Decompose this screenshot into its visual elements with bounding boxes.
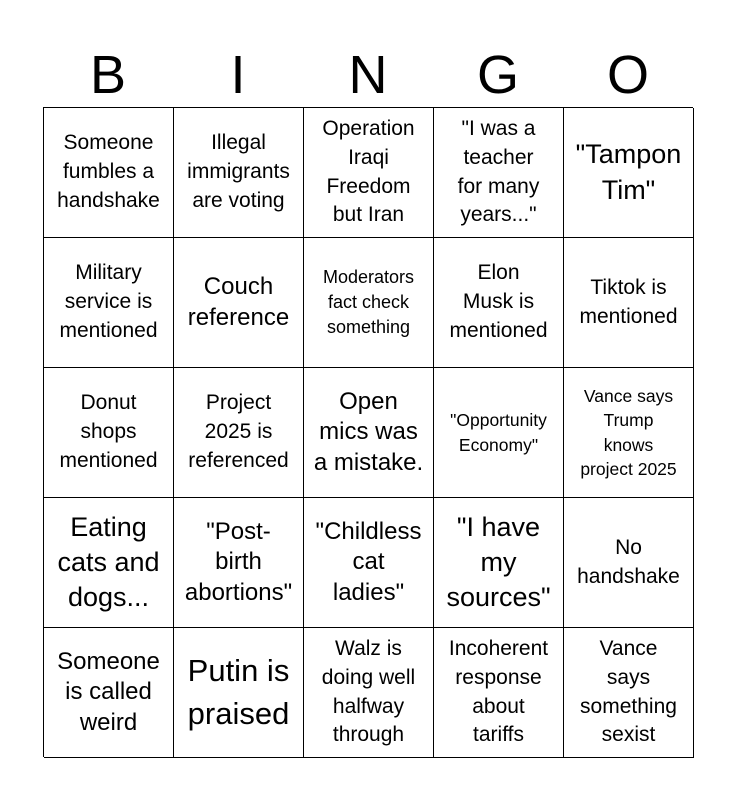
cell-text: Open mics was a mistake. — [313, 387, 424, 476]
cell-text: Incoherent response about tariffs — [448, 636, 549, 747]
cell-text: Illegal immigrants are voting — [187, 131, 290, 212]
header-letter-b: B — [89, 45, 127, 105]
cell-text: "I have my sources" — [446, 511, 551, 613]
cell-text: Moderators fact check something — [322, 267, 415, 337]
bingo-cell-r3-c1[interactable] — [44, 368, 174, 498]
bingo-header — [43, 44, 693, 106]
cell-text: "I was a teacher for many years..." — [457, 116, 540, 227]
bingo-cell-r2-c2[interactable] — [174, 238, 304, 368]
bingo-cell-r4-c2[interactable] — [174, 498, 304, 628]
header-letter-o: O — [606, 45, 649, 105]
bingo-cell-r3-c5[interactable] — [564, 368, 694, 498]
bingo-board — [43, 107, 693, 757]
cell-text: Vance says Trump knows project 2025 — [580, 386, 677, 479]
bingo-cell-r2-c4[interactable] — [434, 238, 564, 368]
bingo-cell-r1-c4[interactable] — [434, 108, 564, 238]
cell-text: Walz is doing well halfway through — [321, 636, 416, 747]
cell-text: "Opportunity Economy" — [450, 410, 547, 455]
cell-text: Couch reference — [187, 273, 290, 331]
cell-text: Project 2025 is referenced — [188, 391, 289, 472]
header-letter-g: G — [476, 45, 519, 105]
bingo-cell-r2-c1[interactable] — [44, 238, 174, 368]
cell-text: Donut shops mentioned — [59, 391, 158, 472]
bingo-cell-r3-c3[interactable] — [304, 368, 434, 498]
bingo-cell-r4-c4[interactable] — [434, 498, 564, 628]
bingo-cell-r5-c2[interactable] — [174, 628, 304, 758]
bingo-cell-r5-c4[interactable] — [434, 628, 564, 758]
bingo-cell-r5-c1[interactable] — [44, 628, 174, 758]
cell-text: Elon Musk is mentioned — [449, 261, 548, 342]
cell-text: Operation Iraqi Freedom but Iran — [322, 116, 415, 227]
bingo-cell-r1-c2[interactable] — [174, 108, 304, 238]
cell-text: Someone fumbles a handshake — [57, 131, 160, 212]
bingo-cell-r1-c3[interactable] — [304, 108, 434, 238]
bingo-cell-r5-c5[interactable] — [564, 628, 694, 758]
bingo-cell-r4-c3[interactable] — [304, 498, 434, 628]
bingo-cell-r2-c5[interactable] — [564, 238, 694, 368]
header-letter-n: N — [348, 45, 388, 105]
bingo-cell-r4-c5[interactable] — [564, 498, 694, 628]
cell-text: Eating cats and dogs... — [57, 511, 160, 613]
header-letter-i: I — [230, 45, 246, 105]
bingo-cell-r5-c3[interactable] — [304, 628, 434, 758]
cell-text: "Childless cat ladies" — [315, 517, 422, 606]
cell-text: Vance says something sexist — [580, 636, 677, 747]
bingo-cell-r3-c4[interactable] — [434, 368, 564, 498]
bingo-cell-r1-c5[interactable] — [564, 108, 694, 238]
bingo-cell-r4-c1[interactable] — [44, 498, 174, 628]
cell-text: Military service is mentioned — [59, 261, 158, 342]
cell-text: "Post- birth abortions" — [184, 517, 293, 606]
cell-text: Putin is praised — [187, 653, 290, 731]
bingo-cell-r3-c2[interactable] — [174, 368, 304, 498]
bingo-cell-r2-c3[interactable] — [304, 238, 434, 368]
bingo-cell-r1-c1[interactable] — [44, 108, 174, 238]
cell-text: Tiktok is mentioned — [579, 275, 678, 328]
cell-text: Someone is called weird — [57, 647, 160, 736]
cell-text: No handshake — [577, 535, 680, 588]
cell-text: "Tampon Tim" — [575, 139, 682, 205]
